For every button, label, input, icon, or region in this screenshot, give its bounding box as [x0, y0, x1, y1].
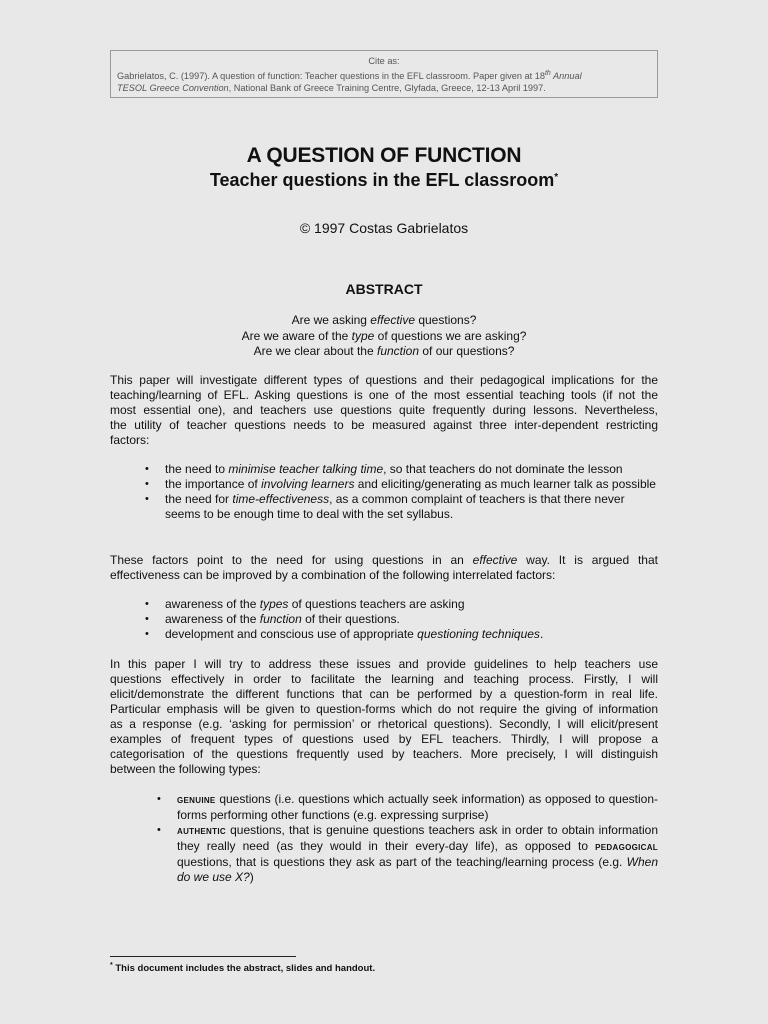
footnote-divider — [110, 956, 296, 957]
list-item: • development and conscious use of appropriate questioning techniques. — [145, 627, 658, 642]
abstract-heading: ABSTRACT — [345, 281, 423, 297]
list-item: • the need for time-effectiveness, as a common complaint of teachers is that there never seems to be enough time to deal with the set syllabus. — [145, 492, 658, 522]
copyright-line: © 1997 Costas Gabrielatos — [299, 220, 469, 236]
restricting-factors-list — [145, 462, 658, 522]
list-item: • genuine questions (i.e. questions which actually seek information) as opposed to question-forms performing other functions (e.g. expressing surprise) — [157, 792, 658, 823]
paragraph-plan: In this paper I will try to address these issues and provide guidelines to help teachers use questions effectively in order to facilitate the learning and teaching process. Firstly, I will elicit/demonstrate the different functions that can be performed by a question-form in real life. Particular emphasis will be given to question-forms which do not require the giving of information as a response (e.g. ‘asking for permission’ or rhetorical questions). Secondly, I will elicit/present examples of frequent types of questions used by EFL teachers. Thirdly, I will propose a categorisation of the questions frequently used by teachers. More precisely, I will distinguish between the following types: — [110, 657, 658, 776]
paragraph-intro: This paper will investigate different types of questions and their pedagogical implications for the teaching/learning of EFL. Asking questions is one of the most essential teaching tools (if not the most essential one), and teachers use questions quite frequently during lessons. Nevertheless, the utility of teacher questions needs to be measured against three inter-dependent restricting factors: — [110, 373, 658, 447]
citation-heading: Cite as: — [368, 56, 400, 66]
footnote: * This document includes the abstract, slides and handout. — [110, 962, 376, 974]
list-item: • awareness of the function of their questions. — [145, 612, 658, 627]
question-line: Are we clear about the function of our questions? — [253, 344, 515, 358]
effectiveness-factors-list — [145, 597, 658, 642]
citation-line-1: Gabrielatos, C. (1997). A question of function: Teacher questions in the EFL classroom. Paper given at 18th Annual — [117, 69, 582, 81]
paragraph-factors: These factors point to the need for using questions in an effective way. It is argued that effectiveness can be improved by a combination of the following interrelated factors: — [110, 553, 658, 582]
question-line: Are we asking effective questions? — [291, 313, 477, 327]
question-line: Are we aware of the type of questions we are asking? — [241, 328, 527, 343]
document-title: A QUESTION OF FUNCTION — [246, 144, 522, 167]
list-item: • awareness of the types of questions teachers are asking — [145, 597, 658, 612]
document-subtitle: Teacher questions in the EFL classroom* — [209, 170, 559, 190]
citation-box — [110, 50, 658, 98]
footnote-marker: * — [554, 172, 559, 183]
citation-line-2: TESOL Greece Convention, National Bank of Greece Training Centre, Glyfada, Greece, 12-13 April 1997. — [117, 83, 546, 94]
list-item: • the need to minimise teacher talking time, so that teachers do not dominate the lesson — [145, 462, 658, 477]
guiding-questions — [0, 313, 768, 360]
list-item: • authentic questions, that is genuine questions teachers ask in order to obtain information they really need (as they would in their every-day life), as opposed to pedagogical questions, that is questions they ask as part of the teaching/learning process (e.g. When do we use X?) — [157, 823, 658, 885]
question-types-list — [157, 792, 658, 885]
list-item: • the importance of involving learners and eliciting/generating as much learner talk as possible — [145, 477, 658, 492]
